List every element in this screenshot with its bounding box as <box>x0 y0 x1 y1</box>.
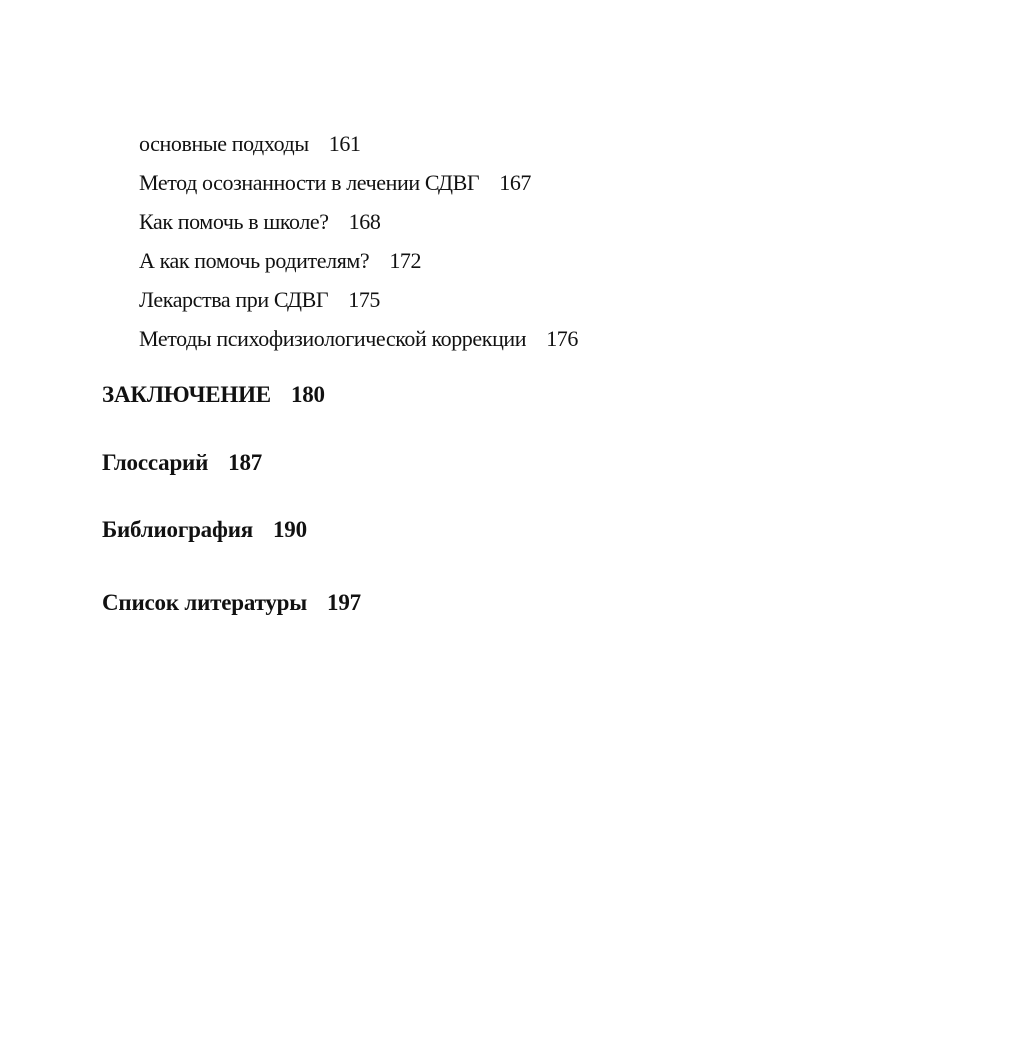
toc-entry-title: Метод осознанности в лечении СДВГ <box>139 170 480 195</box>
toc-chapter-title: Глоссарий <box>102 450 209 475</box>
toc-entry[interactable] <box>139 280 578 319</box>
toc-entry[interactable] <box>139 241 578 280</box>
toc-entry-page-number: 168 <box>348 209 381 234</box>
toc-entry-page-number: 172 <box>389 248 422 273</box>
toc-chapter-entry[interactable] <box>102 590 361 616</box>
toc-entry-page-number: 175 <box>348 287 381 312</box>
toc-entry[interactable] <box>139 163 578 202</box>
toc-entry-page-number: 176 <box>546 326 578 351</box>
toc-chapter-page-number: 187 <box>228 450 263 475</box>
toc-entry-title: основные подходы <box>139 131 309 156</box>
toc-entry[interactable] <box>139 124 578 163</box>
toc-chapter-entry[interactable] <box>102 382 325 408</box>
toc-entry-title: Как помочь в школе? <box>139 209 329 234</box>
toc-entry[interactable] <box>139 319 578 358</box>
toc-entry-page-number: 167 <box>499 170 532 195</box>
toc-chapter-page-number: 180 <box>290 382 325 407</box>
toc-entry-page-number: 161 <box>328 131 361 156</box>
toc-chapter-entry[interactable] <box>102 450 262 476</box>
toc-chapter-page-number: 190 <box>273 517 307 542</box>
toc-chapter-title: ЗАКЛЮЧЕНИЕ <box>102 382 271 407</box>
toc-chapter-entry[interactable] <box>102 517 307 543</box>
toc-chapter-title: Библиография <box>102 517 253 542</box>
toc-chapter-page-number: 197 <box>327 590 361 615</box>
toc-subsection-list <box>139 124 578 358</box>
toc-chapter-title: Список литературы <box>102 590 308 615</box>
toc-entry-title: А как помочь родителям? <box>139 248 370 273</box>
toc-entry-title: Методы психофизиологической коррекции <box>139 326 527 351</box>
toc-entry-title: Лекарства при СДВГ <box>139 287 329 312</box>
toc-entry[interactable] <box>139 202 578 241</box>
